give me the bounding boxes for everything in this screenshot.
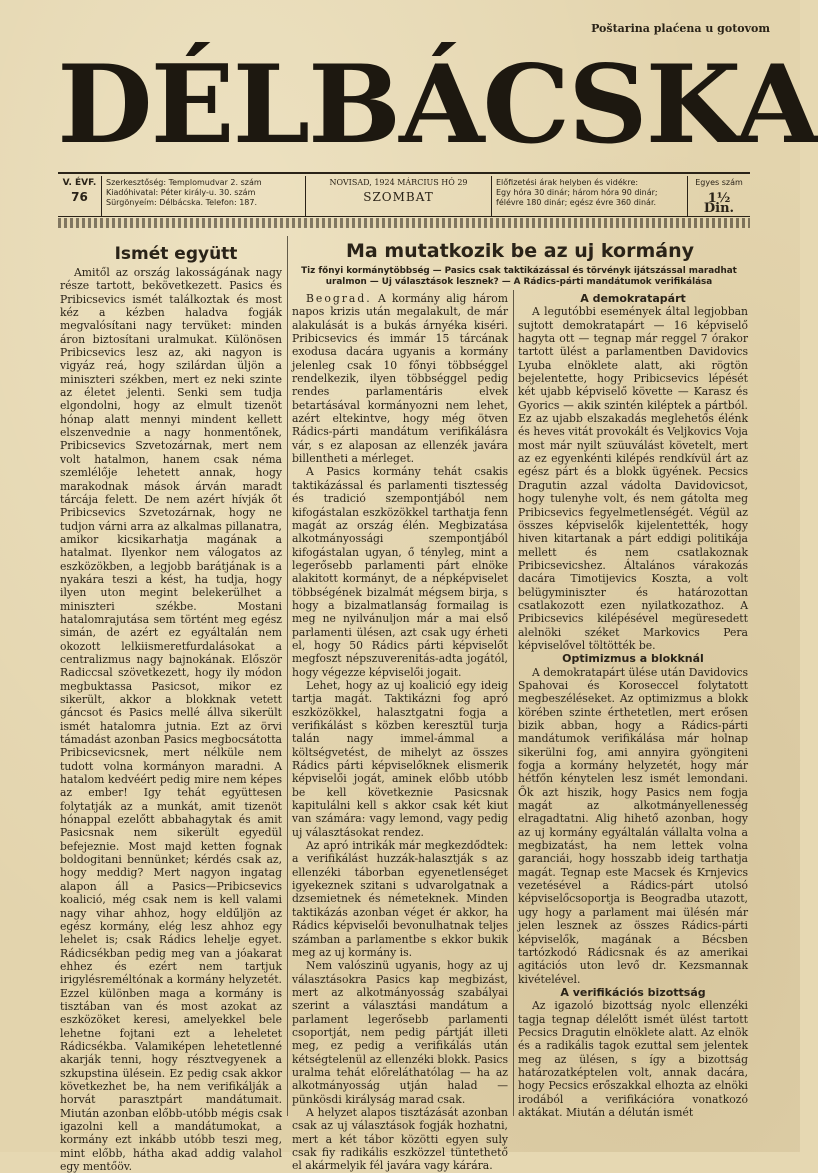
masthead-rule [58,172,750,174]
editorial-line: Kiadóhivatal: Péter király-u. 30. szám [106,188,256,197]
main-article-subtitle: Tiz főnyi kormánytöbbség — Pasics csak taktikázással és törvényk ijátszással maradhat uralmon — Uj választások lesznek? — A Rádics-párti mandátumok verifikálása [301,266,737,287]
paragraph: Lehet, hogy az uj koalició egy ideig tartja magát. Taktikázni fog apró eszközökkel, halasztgatni fogja a verifikálást s közben keresztül turja talán nagy immel-ámmal a költségvetést, de mihelyt az összes Rádics párti képviselőknek elismerik képviselői jogát, aminek előbb utóbb be kell következnie Pasicsnak kapitulálni kell s akkor csak két kiut van számára: vagy lemond, vagy pedig uj választásokat rendez. [292,678,508,839]
main-article-title: Ma mutatkozik be az uj kormány [346,240,694,262]
subscription-line: Egy hóra 30 dinár; három hóra 90 dinár; [496,188,658,197]
date-box [306,176,492,216]
decorative-border [58,218,750,228]
subscription-info [492,176,688,216]
masthead-title: DÉLBÁCSKA [57,42,818,168]
paragraph: A legutóbbi események által legjobban sujtott demokratapárt — 16 képviselő hagyta ott — tegnap már reggel 7 órakor tartott ülést a parlamentben Davidovics Lyuba elnöklete alatt, aki rögtön bejelentette, hogy Pribicsevics lépését két ujabb képviselő követte — Karasz és Gyorics — akik szintén kiléptek a pártból. Ez az ujabb elszakadás meglehetős élénk és heves vitát provokált és Veljkovics Voja most már nyilt szüuválást követelt, mert az ez egyenkénti kilépés rendkívül árt az egész párt és a blokk ügyének. Pecsics Dragutin azzal vádolta Davidovicsot, hogy tulenyhe volt, és nem gátolta meg Pribicsevics fegyelmetlenségét. Végül az összes képviselők kijelentették, hogy hiven kitartanak a párt eddigi politikája mellett és nem csatlakoznak Pribicsevicshez. Általános várakozás dacára Timotijevics Koszta, a volt belügyminiszter és határozottan csatlakozott ezen nyilatkozathoz. A Pribicsevics kilépésével megüresedett alelnöki széket Markovics Pera képviselővel töltötték be. [518,305,748,652]
weekday: SZOMBAT [363,190,434,204]
paragraph: Az igazoló bizottság nyolc ellenzéki tagja tegnap délelőtt ismét ülést tartott Pecsics Dragutin elnöklete alatt. Az elnök és a radikális tagok ezuttal sem jelentek meg az ülésen, s így a bizottság határozatképtelen volt, annak dacára, hogy Pecsics erőszakkal elhozta az elnöki irodából a verifikációra vonatkozó aktákat. Miután a délután ismét [518,999,748,1119]
section-heading: A verifikációs bizottság [560,985,706,999]
year-label: V. ÉVF. [62,178,97,188]
column-divider [513,290,514,1116]
price-box [688,176,750,216]
info-bar [58,176,750,216]
left-article-title: Ismét együtt [114,244,238,264]
issue-box [58,176,102,216]
paragraph [292,292,508,465]
section-heading: A demokratapárt [580,292,686,305]
paragraph: A demokratapárt ülése után Davidovics Spahovai és Koroseccel folytatott megbeszéléseket. Az optimizmus a blokk körében szinte érthetetlen, mert erősen bizik abban, hogy a Rádics-párti mandátumok verifikálása már holnap sikerülni fog, ami annyira gyöngiteni fogja a kormány helyzetét, hogy már hétfőn kénytelen lesz ismét lemondani. Ők azt hiszik, hogy Pasics nem fogja magát az alkotmányellenesség elragadtatni. Alig hihető azonban, hogy az uj kormány egyáltalán vállalta volna a megbizatást, ha nem lettek volna garanciái, hogy hosszabb ideig tarthatja magát. Tegnap este Macsek és Krnjevics vezetésével a Rádics-párt utolsó képviselőcsoportja is Beogradba utazott, ugy hogy a parlament mai ülésén már jelen lesznek az összes Rádics-párti képviselők, magának a Bécsben tartózkodó Rádicsnak és az amerikai agitációs uton levő dr. Kezsmannak kivételével. [518,665,748,986]
subscription-line: félévre 180 dinár; egész évre 360 dinár. [496,198,657,207]
subscription-line: Előfizetési árak helyben és vidékre: [496,178,639,187]
issue-number: 76 [71,190,88,204]
main-article-column-2 [518,292,748,1130]
column-divider [287,236,288,1116]
main-article-column-1 [292,292,508,1173]
paragraph: A helyzet alapos tisztázását azonban csak az uj választások fogják hozhatni, mert a két tábor közötti egyen suly csak fiy radikális eszközzel tüntethető el akármelyik fél javára vagy kárára. [292,1105,508,1173]
paragraph: Az apró intrikák már megkezdődtek: a verifikálást huzzák-halasztják s az ellenzéki táborban egyenetlenséget igyekeznek szitani s udvarolgatnak a dzsemietnek és németeknek. Minden taktikázás azonban véget ér akkor, ha Rádics képviselői bevonulhatnak teljes számban a parlamentbe s ekkor bukik meg az uj kormány is. [292,839,508,959]
dateline: Beograd. [306,292,372,305]
price-label: Egyes szám [695,178,743,187]
price-value: 1½ Din. [703,191,735,216]
left-article-body [60,266,282,1173]
editorial-line: Szerkesztőség: Templomudvar 2. szám [106,178,262,187]
paragraph: A Pasics kormány tehát csakis taktikázással és parlamenti tisztesség és tradició szempontjából nem kifogástalan eszközökkel tarthatja fenn magát az ország élén. Megbizatása alkotmányossági szempontjából kifogástalan ugyan, ő tényleg, mint a legerősebb parlamenti párt elnöke alakitott kormányt, de a népképviselet többségének bizalmát mégsem birja, s hogy a bizalmatlanság formailag is meg ne nyilvánuljon már a mai első parlamenti ülésen, azt csak ugy érheti el, hogy 50 Rádics párti képviselőt megfoszt népszuverenitás-adta jogától, hogy végezze képviselői jogait. [292,465,508,679]
editorial-info [102,176,306,216]
date-line: NOVISAD, 1924 MÁRCIUS HÓ 29 [329,178,468,187]
editorial-line: Sürgönyeím: Délbácska. Telefon: 187. [106,198,258,207]
paragraph-text: A kormány alig három napos krizis után megalakult, de már alakulását is a bukás árnyéka kiséri. Pribicsevics és immár 15 tárcának exodusa dacára ugyanis a kormány jelenleg csak 10 főnyi többséggel rendelkezik, ilyen többséggel pedig rendes parlamentáris elvek betartásával kormányozni nem lehet, azért eltekintve, hogy még ötven Rádics-párti mandátum verifikálásra vár, s ez alaposan az ellenzék javára billentheti a mérleget. [292,292,508,466]
postal-note: Poštarina plaćena u gotovom [591,22,770,35]
section-heading: Optimizmus a blokknál [562,652,704,666]
info-rule [58,216,750,217]
paragraph: Amitől az ország lakosságának nagy része tartott, bekövetkezett. Pasics és Pribicsevics ismét találkoztak és most kéz a kézben haladva fogják megvalósítani nagy tervüket: minden áron biztosítani uralmukat. Különösen Pribicsevics lesz az, aki nagyon is vigyáz reá, hogy szilárdan üljön a miniszteri székben, mert ez neki szinte az életet jelenti. Senki sem tudja elgondolni, hogy az elmult tizenöt hónap alatt mennyi mindent kellett elszenvednie a nagy honmentőnek, Pribicsevics Szvetozárnak, mert nem volt hatalmon, hanem csak néma szemlélője lehetett annak, hogy marakodnak mások árván maradt tárcája felett. De nem azért hívják őt Pribicsevics Szvetozárnak, hogy ne tudjon várni arra az alkalmas pillanatra, amikor kicsikarhatja magának a hatalmat. Ilyenkor nem válogatos az eszközökben, a legjobb barátjának is a nyakára teszi a kést, ha tudja, hogy ilyen uton megint belekerülhet a miniszteri székbe. Mostani hatalomrajutása sem történt meg egész simán, de azért ez egyáltalán nem okozott lelkiismeretfurdalásokat a centralizmus nagy bajnokának. Először Radiccsal szövetkezett, hogy ily módon megbuktassa Pasicsot, mikor ez sikerült, akkor a blokknak vetett gáncsot és Pasics mellé állva sikerült ismét hatalomra jutnia. Ezt az örvi támadást azonban Pasics megbocsátotta Pribicsevicsnek, mert nélküle nem tudott volna kormányon maradni. A hatalom kedvéért pedig mire nem képes az ember! Igy tehát együttesen folytatják az a munkát, amit tizenöt hónappal ezelőtt abbahagytak és amit Pasicsnak nem sikerült egyedül befejeznie. Most majd ketten fognak boldogitani bennünket; kérdés csak az, hogy meddig? Mert nagyon ingatag alapon áll a Pasics—Pribicsevics koalició, még csak nem is kell valami nagy vihar ahhoz, hogy eldűljön az egész kormány, elég lesz ahhoz egy lehelet is; csak Rádics lehelje egyet. Rádicsékban pedig meg van a jóakarat ehhez és ezért nem tartjuk irigylésreméltónak a kormány helyzetét. Ezzel különben maga a kormány is tisztában van és most azokat az eszközöket keresi, amelyekkel bele lehetne fojtani ezt a leheletet Rádicsékba. Valamiképen lehetetlenné akarják tenni, hogy résztvegyenek a szkupstina ülésein. Ez pedig csak akkor következhet be, ha nem verifikálják a horvát parasztpárt mandátumait. Miután azonban előbb-utóbb mégis csak igazolni kell a mandátumokat, a kormány ezt inkább utóbb teszi meg, mint előbb, hátha akad addig valahol egy mentőöv. [60,266,282,1173]
paragraph: Nem valószinü ugyanis, hogy az uj választásokra Pasics kap megbizást, mert az alkotmányosság szabályai szerint a választási mandátum a parlament legerősebb parlamenti csoportját, nem pedig pártját illeti meg, ez pedig a verifikálás után kétségtelenül az ellenzéki blokk. Pasics uralma tehát előreláthatólag — ha az alkotmányosság utján halad — pünkösdi királyság marad csak. [292,959,508,1106]
